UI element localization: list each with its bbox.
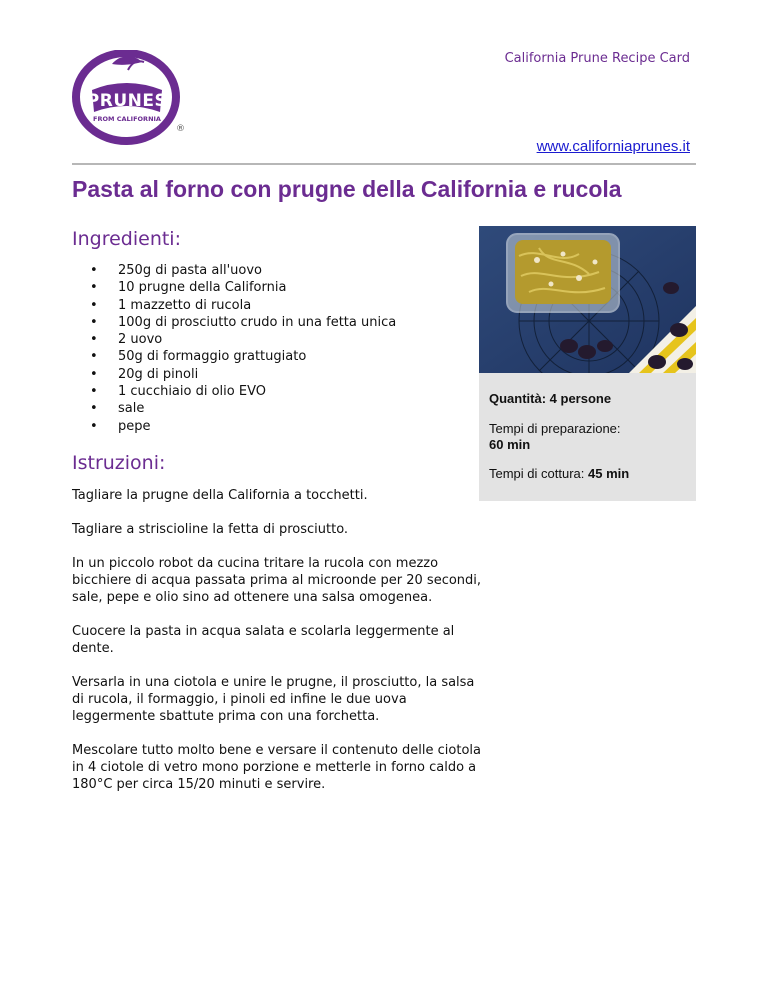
- ingredient-item: • 2 uovo: [72, 331, 452, 348]
- quantity-info: Quantità: 4 persone: [489, 391, 612, 406]
- ingredient-item: • 20g di pinoli: [72, 366, 452, 383]
- recipe-info-box: [479, 373, 696, 501]
- instructions-heading: Istruzioni:: [72, 452, 166, 474]
- ingredient-item: • 10 prugne della California: [72, 279, 452, 296]
- cook-time-label: Tempi di cottura:: [489, 466, 585, 481]
- instruction-step: Tagliare a striscioline la fetta di prosciutto.: [72, 522, 349, 537]
- registered-mark: ®: [176, 124, 185, 134]
- prep-time-value: 60 min: [489, 437, 531, 452]
- ingredients-list: [72, 262, 452, 435]
- ingredient-item: • 1 cucchiaio di olio EVO: [72, 383, 452, 400]
- instruction-step: Tagliare la prugne della California a tocchetti.: [72, 488, 368, 503]
- prep-time-info: [489, 421, 686, 453]
- ingredient-item: • 100g di prosciutto crudo in una fetta unica: [72, 314, 452, 331]
- ingredient-item: • 250g di pasta all'uovo: [72, 262, 452, 279]
- cook-time-value: 45 min: [588, 466, 630, 481]
- instruction-step: Cuocere la pasta in acqua salata e scolarla leggermente al dente.: [72, 624, 455, 656]
- instruction-step: Versarla in una ciotola e unire le prugne, il prosciutto, la salsa di rucola, il formaggio, i pinoli ed infine le due uova leggermente sbattute prima con una forchetta.: [72, 675, 475, 724]
- recipe-title: Pasta al forno con prugne della California e rucola: [72, 176, 622, 202]
- svg-text:PRUNES: PRUNES: [86, 91, 168, 111]
- website-link[interactable]: www.californiaprunes.it: [536, 138, 690, 155]
- instruction-step: Mescolare tutto molto bene e versare il contenuto delle ciotola in 4 ciotole di vetro mono porzione e metterle in forno caldo a 180°C per circa 15/20 minuti e servire.: [72, 743, 481, 792]
- prep-time-label: Tempi di preparazione:: [489, 421, 621, 436]
- dish-photo: [479, 226, 696, 373]
- instructions-steps: [72, 487, 482, 810]
- ingredient-item: • sale: [72, 400, 452, 417]
- instruction-step: In un piccolo robot da cucina tritare la rucola con mezzo bicchiere di acqua passata prima al microonde per 20 secondi, sale, pepe e olio sino ad ottenere una salsa omogenea.: [72, 556, 482, 605]
- ingredient-item: • pepe: [72, 418, 452, 435]
- prunes-logo: [72, 50, 184, 146]
- ingredient-item: • 1 mazzetto di rucola: [72, 297, 452, 314]
- cook-time-info: [489, 466, 686, 482]
- recipe-card-label: California Prune Recipe Card: [504, 51, 690, 66]
- ingredients-heading: Ingredienti:: [72, 228, 181, 250]
- ingredient-item: • 50g di formaggio grattugiato: [72, 348, 452, 365]
- header-divider: [72, 163, 696, 165]
- svg-text:FROM CALIFORNIA: FROM CALIFORNIA: [93, 115, 161, 123]
